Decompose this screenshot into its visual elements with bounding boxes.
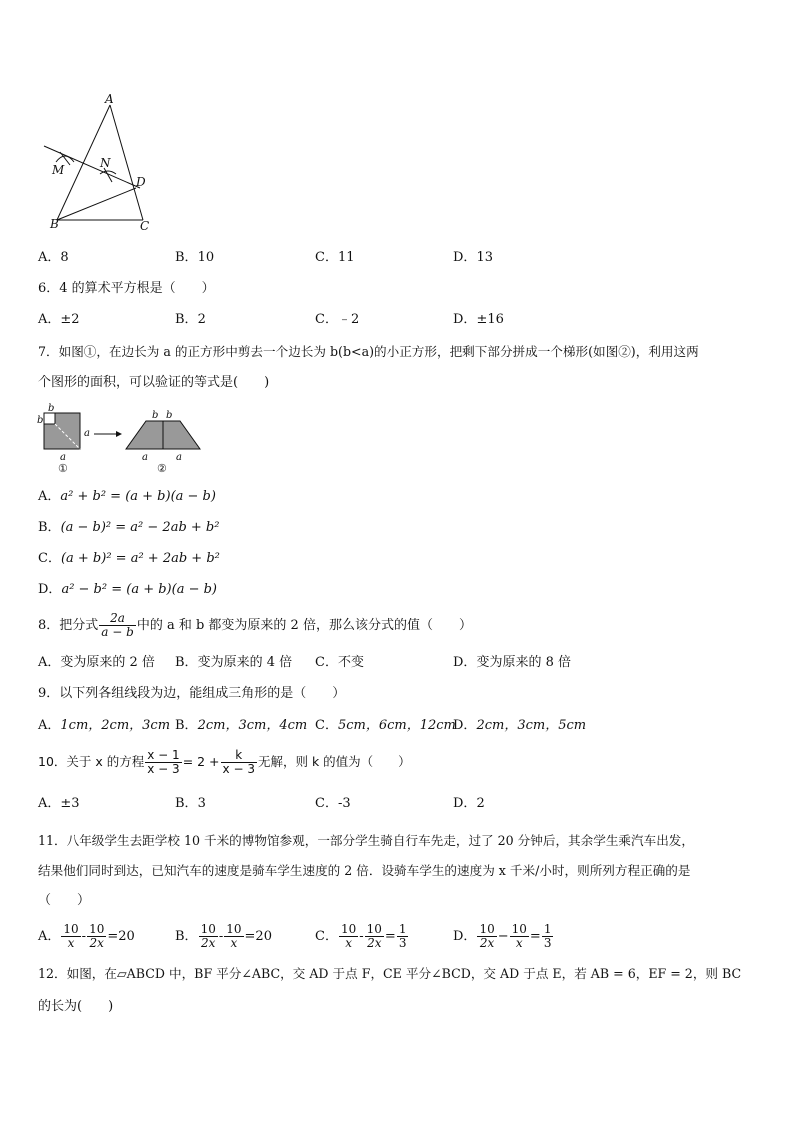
option-letter: D． <box>38 582 62 597</box>
fraction-1 <box>477 923 496 950</box>
operator: - <box>81 929 87 944</box>
option-letter: C． <box>315 250 338 265</box>
q10-stem <box>38 744 411 780</box>
numerator: 10 <box>200 922 216 936</box>
denominator: x <box>515 936 523 950</box>
option-text: ±3 <box>60 796 80 811</box>
fraction-3 <box>397 923 409 950</box>
q8-fraction-num: 2a <box>99 612 136 626</box>
option-text: 2cm，3cm，5cm <box>476 718 587 733</box>
q8-option-b[interactable] <box>175 655 292 671</box>
operator: - <box>218 929 224 944</box>
q7-option-d[interactable] <box>38 582 217 598</box>
option-text: 变为原来的 4 倍 <box>197 655 293 670</box>
option-letter: B． <box>175 655 198 670</box>
q9-option-c[interactable] <box>315 718 456 734</box>
q10-fraction-1 <box>145 749 181 776</box>
numerator: 10 <box>340 922 357 936</box>
q6-option-b[interactable] <box>175 312 206 328</box>
q8-option-d[interactable] <box>453 655 571 671</box>
fraction-2 <box>87 923 106 950</box>
equals-part: =20 <box>107 929 135 944</box>
label-tb1: b <box>152 410 159 421</box>
q10-option-c[interactable] <box>315 796 351 812</box>
denominator: 2x <box>479 936 495 950</box>
option-text: 5cm，6cm，12cm <box>337 718 456 733</box>
label-D: D <box>136 175 146 189</box>
denominator: 2x <box>201 936 216 950</box>
q8-fraction <box>99 612 136 639</box>
q10-f1-den: x − 3 <box>147 762 180 776</box>
q6-option-d[interactable] <box>453 312 504 328</box>
fraction-2 <box>365 923 384 950</box>
arrow-head <box>116 431 122 437</box>
q9-option-b[interactable] <box>175 718 307 734</box>
option-text: -3 <box>337 796 351 811</box>
q6-option-a[interactable] <box>38 312 80 328</box>
q6-stem: 6．4 的算术平方根是（ ） <box>38 281 215 296</box>
q9-option-d[interactable] <box>453 718 586 734</box>
option-letter: A． <box>38 489 61 504</box>
option-text: 2 <box>197 312 206 327</box>
q11-line2: 结果他们同时到达，已知汽车的速度是骑车学生速度的 2 倍．设骑车学生的速度为 x 千米/小时，则所列方程正确的是 <box>38 863 691 878</box>
label-N: N <box>100 156 111 170</box>
option-letter: D． <box>453 796 477 811</box>
label-a-bottom: a <box>60 452 66 463</box>
q5-option-d[interactable] <box>453 250 493 266</box>
fraction-1 <box>199 923 218 950</box>
option-letter: D． <box>453 312 477 327</box>
q11-option-a[interactable] <box>38 918 135 956</box>
q11-option-c[interactable] <box>315 918 409 956</box>
option-letter: C． <box>38 551 61 566</box>
q7-option-b[interactable] <box>38 520 219 536</box>
side-AC <box>110 105 143 220</box>
q5-option-c[interactable] <box>315 250 355 266</box>
option-text: a² − b² = (a + b)(a − b) <box>61 582 217 597</box>
option-text: 变为原来的 2 倍 <box>60 655 155 670</box>
q12-line1: 12．如图，在▱ABCD 中，BF 平分∠ABC，交 AD 于点 F，CE 平分∠BCD，交 AD 于点 E，若 AB = 6，EF = 2，则 BC <box>38 966 742 981</box>
q10-option-d[interactable] <box>453 796 485 812</box>
numerator: 10 <box>479 922 495 936</box>
label-C: C <box>140 219 150 233</box>
q5-option-b[interactable] <box>175 250 214 266</box>
option-text: (a − b)² = a² − 2ab + b² <box>60 520 220 535</box>
option-letter: A． <box>38 929 61 944</box>
option-text: 1cm，2cm，3cm <box>60 718 171 733</box>
q12-line2: 的长为( ) <box>38 999 114 1014</box>
q10-f2-num: k <box>221 749 257 763</box>
denominator: 2x <box>367 936 382 950</box>
q10-option-a[interactable] <box>38 796 80 812</box>
option-text: ±16 <box>476 312 504 327</box>
option-letter: D． <box>453 655 477 670</box>
q11-option-b[interactable] <box>175 918 272 956</box>
option-letter: B． <box>175 250 198 265</box>
option-letter: B． <box>38 520 61 535</box>
option-text: 8 <box>60 250 69 265</box>
option-letter: B． <box>175 312 198 327</box>
denominator: x <box>345 936 352 950</box>
numerator: 10 <box>366 922 382 936</box>
fraction-2 <box>224 923 243 950</box>
q10-option-b[interactable] <box>175 796 206 812</box>
denominator: x <box>230 936 238 950</box>
option-letter: A． <box>38 796 61 811</box>
label-B: B <box>50 217 59 231</box>
q7-stem-line2: 个图形的面积，可以验证的等式是( ) <box>38 375 270 390</box>
option-letter: C． <box>315 655 338 670</box>
q8-fraction-den: a − b <box>101 625 134 639</box>
option-letter: C． <box>315 312 338 327</box>
q9-stem: 9．以下列各组线段为边，能组成三角形的是（ ） <box>38 686 346 701</box>
q8-option-a[interactable] <box>38 655 155 671</box>
option-text: 2 <box>476 796 485 811</box>
option-text: 不变 <box>337 655 364 670</box>
denominator: 3 <box>543 936 552 950</box>
small-square <box>44 413 55 424</box>
segment-BD <box>57 188 136 220</box>
operator: − <box>497 929 509 944</box>
option-letter: B． <box>175 929 198 944</box>
option-text: 13 <box>476 250 493 265</box>
option-letter: B． <box>175 718 198 733</box>
option-text: ﹣2 <box>337 312 360 327</box>
option-letter: A． <box>38 718 61 733</box>
option-letter: D． <box>453 250 477 265</box>
q10-f2-den: x − 3 <box>222 762 255 776</box>
option-letter: D． <box>453 718 477 733</box>
option-text: 10 <box>197 250 215 265</box>
label-b-left: b <box>37 415 44 426</box>
q11-line3: （ ） <box>38 893 91 908</box>
figure-label-1: ① <box>58 462 68 475</box>
option-letter: C． <box>315 796 338 811</box>
operator: - <box>359 929 364 944</box>
denominator: 3 <box>398 936 407 950</box>
triangle-figure <box>30 90 170 235</box>
q8-stem <box>38 607 472 645</box>
q7-stem-line1: 7．如图①，在边长为 a 的正方形中剪去一个边长为 b(b<a)的小正方形，把剩下部分拼成一个梯形(如图②)，利用这两 <box>38 344 699 359</box>
option-letter: D． <box>453 929 477 944</box>
square-trapezoid-figure <box>36 403 216 475</box>
q11-line1: 11．八年级学生去距学校 10 千米的博物馆参观，一部分学生骑自行车先走，过了 20 分钟后，其余学生乘汽车出发， <box>38 833 694 848</box>
q8-prefix: 8．把分式 <box>38 618 99 633</box>
option-letter: A． <box>38 312 61 327</box>
option-letter: C． <box>315 929 338 944</box>
numerator: 1 <box>398 922 407 936</box>
label-ta1: a <box>142 452 148 463</box>
fraction-1 <box>61 923 80 950</box>
label-tb2: b <box>166 410 173 421</box>
q7-option-c[interactable] <box>38 551 220 567</box>
denominator: 2x <box>89 936 104 950</box>
option-text: 变为原来的 8 倍 <box>476 655 571 670</box>
q6-option-c[interactable] <box>315 312 359 328</box>
numerator: 10 <box>89 922 105 936</box>
numerator: 1 <box>543 922 552 936</box>
q10-f1-num: x − 1 <box>147 748 180 762</box>
fraction-1 <box>339 923 358 950</box>
equals-part: =20 <box>244 929 272 944</box>
q8-option-c[interactable] <box>315 655 364 671</box>
numerator: 10 <box>511 922 527 936</box>
option-text: ±2 <box>60 312 80 327</box>
denominator: x <box>67 936 75 950</box>
q11-option-d[interactable] <box>453 918 554 956</box>
numerator: 10 <box>63 922 79 936</box>
numerator: 10 <box>226 922 242 936</box>
q10-suffix: 无解，则 k 的值为（ ） <box>257 754 411 769</box>
option-text: 3 <box>197 796 206 811</box>
q5-option-a[interactable] <box>38 250 69 266</box>
option-text: (a + b)² = a² + 2ab + b² <box>60 551 220 566</box>
option-text: 2cm，3cm，4cm <box>197 718 308 733</box>
option-text: 11 <box>337 250 355 265</box>
q10-mid: = 2 + <box>182 754 220 769</box>
q10-fraction-2 <box>221 749 257 776</box>
option-text: a² + b² = (a + b)(a − b) <box>60 489 216 504</box>
label-ta2: a <box>176 452 182 463</box>
equals-part: = <box>384 929 396 944</box>
q9-option-a[interactable] <box>38 718 170 734</box>
q10-prefix: 10．关于 x 的方程 <box>38 754 145 769</box>
option-letter: B． <box>175 796 198 811</box>
equals-part: = <box>529 929 541 944</box>
fraction-3 <box>542 923 554 950</box>
q7-option-a[interactable] <box>38 489 216 505</box>
option-letter: A． <box>38 655 61 670</box>
option-letter: C． <box>315 718 338 733</box>
label-b-top: b <box>48 403 55 414</box>
label-M: M <box>52 163 65 177</box>
label-a-right: a <box>84 428 90 439</box>
figure-label-2: ② <box>157 462 167 475</box>
fraction-2 <box>510 923 529 950</box>
option-letter: A． <box>38 250 61 265</box>
label-A: A <box>105 92 114 106</box>
q8-suffix: 中的 a 和 b 都变为原来的 2 倍，那么该分式的值（ ） <box>136 618 472 633</box>
